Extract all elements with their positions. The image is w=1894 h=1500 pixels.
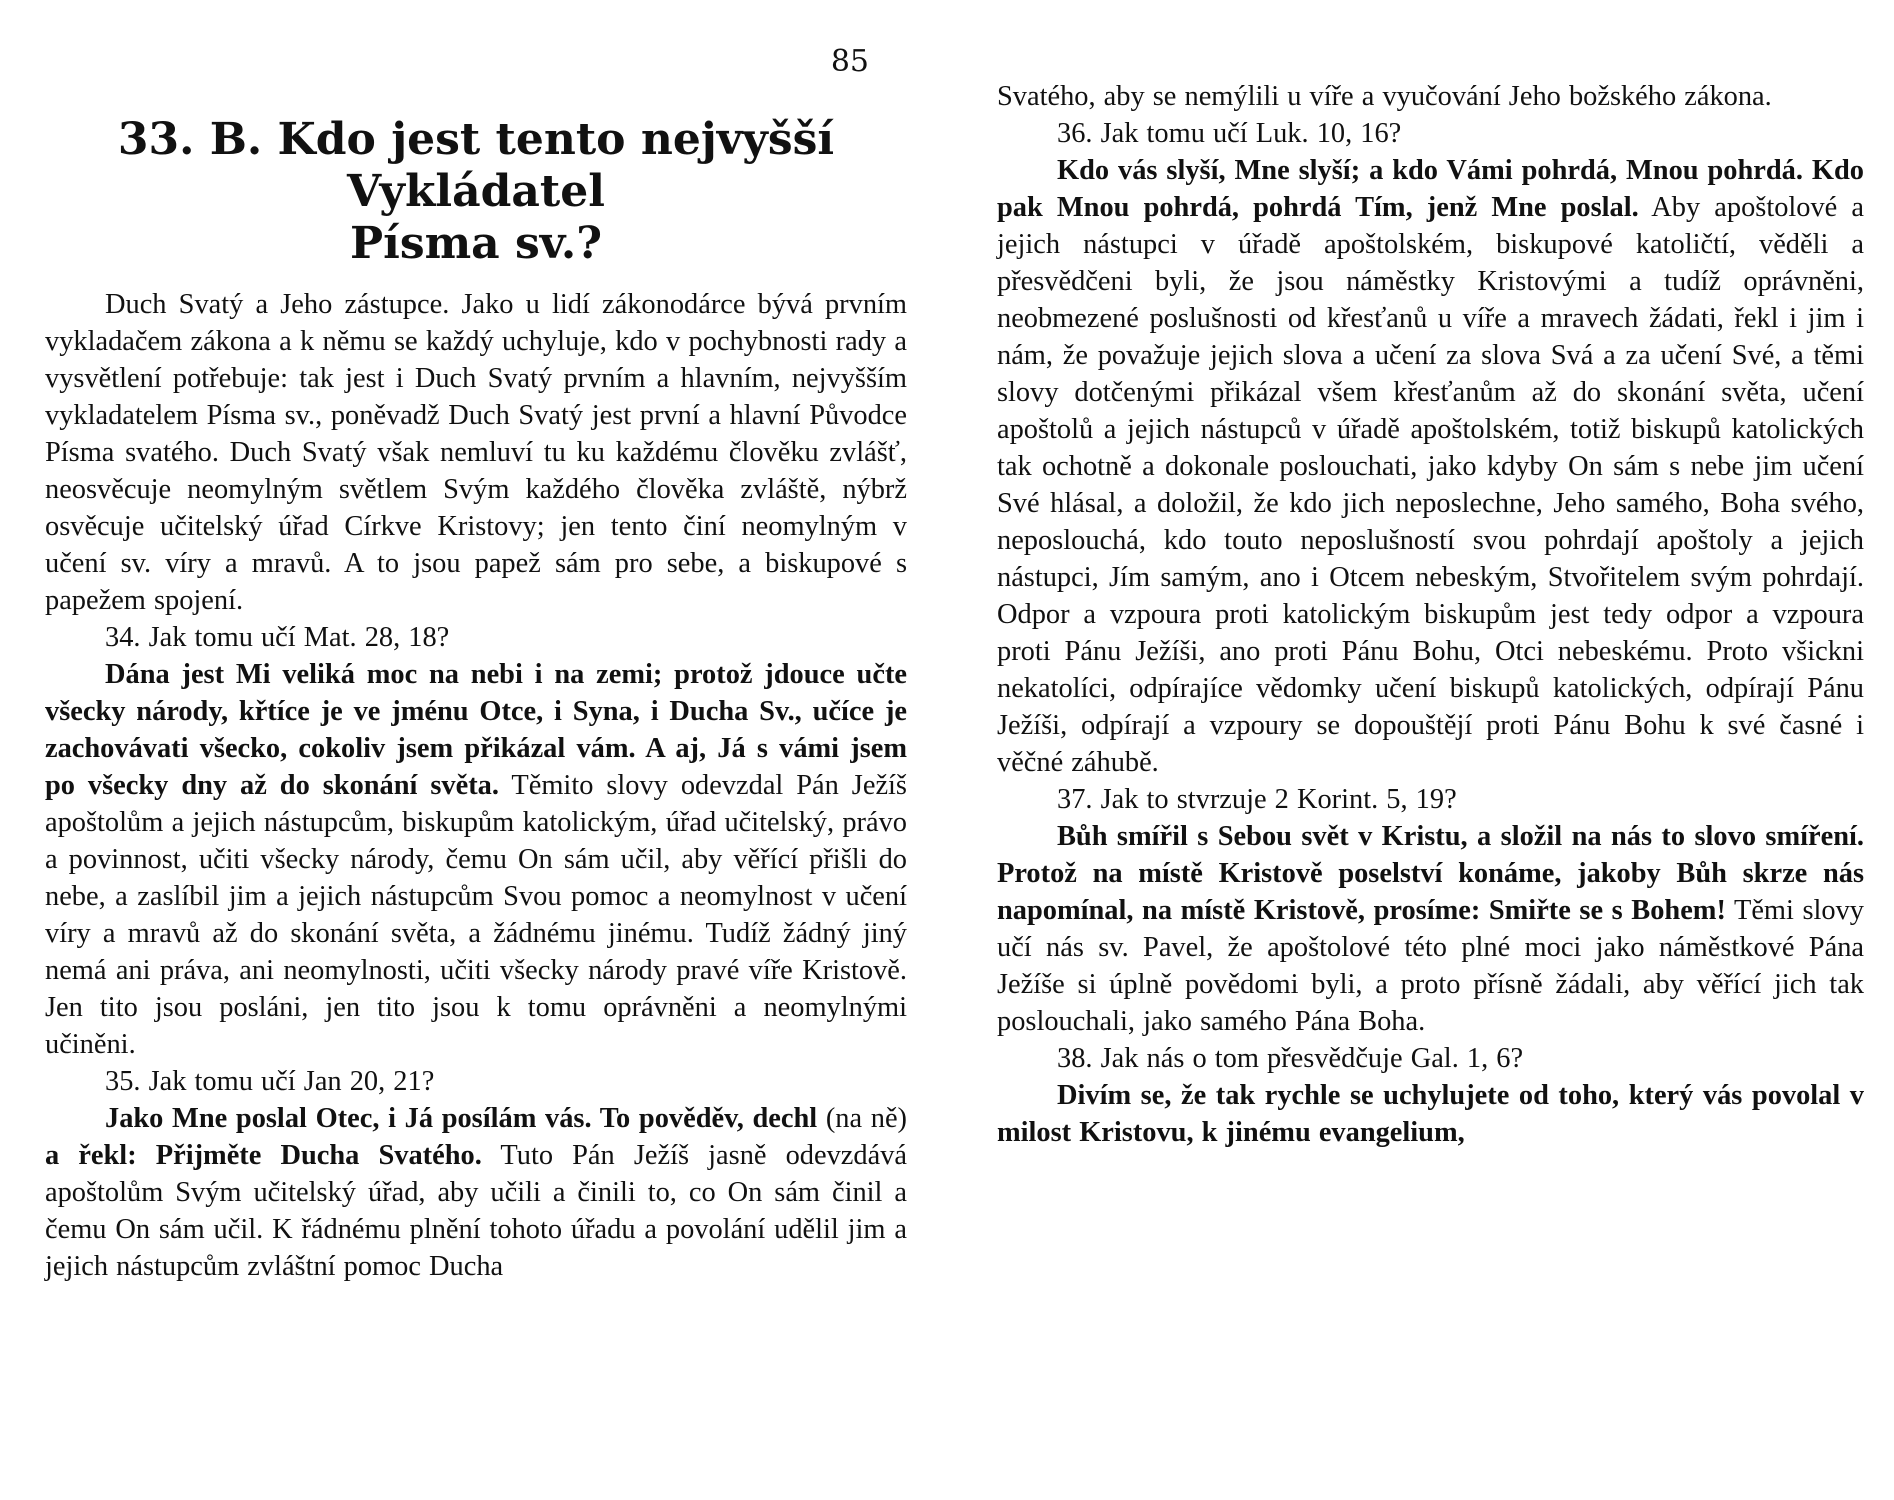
- question-35: 35. Jak tomu učí Jan 20, 21?: [105, 1066, 435, 1097]
- answer-35-scripture-1: Jako Mne poslal Otec, i Já posílám vás. To pověděv, dechl: [105, 1103, 818, 1134]
- answer-36-paragraph: [997, 152, 1864, 781]
- answer-37-commentary: Těmi slovy učí nás sv. Pavel, že apoštolové této plné moci jako náměstkové Pána Ježíše si úplně povědomi byli, a proto přísně žádali, aby věřící jich tak poslouchali, jako samého Pána Boha.: [997, 895, 1865, 1037]
- answer-38-scripture: Divím se, že tak rychle se uchylujete od toho, který vás povolal v milost Kristovu, k jinému evangelium,: [997, 1080, 1864, 1148]
- right-page: [975, 0, 1894, 1500]
- question-34: 34. Jak tomu učí Mat. 28, 18?: [105, 622, 450, 653]
- section-heading: [45, 114, 907, 270]
- question-36: 36. Jak tomu učí Luk. 10, 16?: [1057, 118, 1402, 149]
- answer-38-paragraph: [997, 1077, 1864, 1151]
- heading-line-2: Písma sv.?: [350, 218, 602, 269]
- answer-34-commentary: Těmito slovy odevzdal Pán Ježíš apoštolům a jejich nástupcům, biskupům katolickým, úřad učitelský, právo a povinnost, učiti všecky národy, čemu On sám učil, aby věřící přišli do nebe, a zaslíbil jim a jejich nástupcům Svou pomoc a neomylnost v učení víry a mravů až do skonání světa, a žádnému jinému. Tudíž žádný jiný nemá ani práva, ani neomylnosti, učiti všecky národy pravé víře Kristově. Jen tito jsou posláni, jen tito jsou k tomu oprávněni a neomylnými učiněni.: [45, 770, 907, 1060]
- answer-35-scripture-2: a řekl: Přijměte Ducha Svatého.: [45, 1140, 482, 1171]
- answer-34-paragraph: [45, 656, 907, 1063]
- answer-35-paragraph: [45, 1100, 907, 1285]
- answer-34-scripture: Dána jest Mi veliká moc na nebi i na zemi; protož jdouce učte všecky národy, křtíce je ve jménu Otce, i Syna, i Ducha Sv., učíce je zachovávati všecko, cokoliv jsem přikázal vám. A aj, Já s vámi jsem po všecky dny až do skonání světa.: [45, 659, 907, 801]
- answer-36-commentary: Aby apoštolové a jejich nástupci v úřadě apoštolském, biskupové katoličtí, věděli a přesvědčeni byli, že jsou náměstky Kristovými a tudíž oprávněni, neobmezené poslušnosti od křesťanů u víře a mravech žádati, řekl i jim i nám, že považuje jejich slova a učení za slova Svá a za učení Své, a těmi slovy dotčenými přikázal všem křesťanům až do skonání světa, učení apoštolů a jejich nástupců v úřadě apoštolském, totiž biskupů katolických tak ochotně a dokonale poslouchati, jako kdyby On sám s nebe jim učení Své hlásal, a doložil, že kdo jich neposlechne, Jeho samého, Boha svého, neposlouchá, kdo touto neposlušností svou pohrdají apoštoly a jejich nástupci, Jím samým, ano i Otcem nebeským, Stvořitelem svým pohrdají. Odpor a vzpoura proti katolickým biskupům jest tedy odpor a vzpoura proti Pánu Ježíši, ano proti Pánu Bohu, Otci nebeskému. Proto všickni nekatolíci, odpírajíce vědomky učení biskupů katolických, odpírají Pánu Ježíši, odpírají a vzpoury se dopouštějí proti Pánu Bohu k své časné i věčné záhubě.: [997, 192, 1864, 778]
- continued-paragraph: Svatého, aby se nemýlili u víře a vyučování Jeho božského zákona.: [997, 81, 1772, 112]
- answer-35-commentary: Tuto Pán Ježíš jasně odevzdává apoštolům Svým učitelský úřad, aby učili a činili to, co On sám činil a čemu On sám učil. K řádnému plnění tohoto úřadu a povolání udělil jim a jejich nástupcům zvláštní pomoc Ducha: [45, 1140, 907, 1282]
- heading-line-1: 33. B. Kdo jest tento nejvyšší Vykládatel: [117, 114, 835, 217]
- page-number: 85: [830, 44, 869, 79]
- answer-35-parenthetical: (na ně): [817, 1103, 907, 1134]
- answer-37-scripture: Bůh smířil s Sebou svět v Kristu, a složil na nás to slovo smíření. Protož na místě Kristově poselství konáme, jakoby Bůh skrze nás napomínal, na místě Kristově, prosíme: Smiřte se s Bohem!: [997, 821, 1864, 926]
- answer-37-paragraph: [997, 818, 1864, 1040]
- answer-36-scripture: Kdo vás slyší, Mne slyší; a kdo Vámi pohrdá, Mnou pohrdá. Kdo pak Mnou pohrdá, pohrdá Tím, jenž Mne poslal.: [997, 155, 1864, 223]
- question-37: 37. Jak to stvrzuje 2 Korint. 5, 19?: [1057, 784, 1457, 815]
- answer-33-paragraph: Duch Svatý a Jeho zástupce. Jako u lidí zákonodárce bývá prvním vykladačem zákona a k němu se každý uchyluje, kdo v pochybnosti rady a vysvětlení potřebuje: tak jest i Duch Svatý prvním a hlavním, nejvyšším vykladatelem Písma sv., poněvadž Duch Svatý jest první a hlavní Původce Písma svatého. Duch Svatý však nemluví tu ku každému člověku zvlášť, neosvěcuje neomylným světlem Svým každého člověka zvláště, nýbrž osvěcuje učitelský úřad Církve Kristovy; jen tento činí neomylným v učení sv. víry a mravů. A to jsou papež sám pro sebe, a biskupové s papežem spojení.: [45, 289, 907, 616]
- question-38: 38. Jak nás o tom přesvědčuje Gal. 1, 6?: [1057, 1043, 1524, 1074]
